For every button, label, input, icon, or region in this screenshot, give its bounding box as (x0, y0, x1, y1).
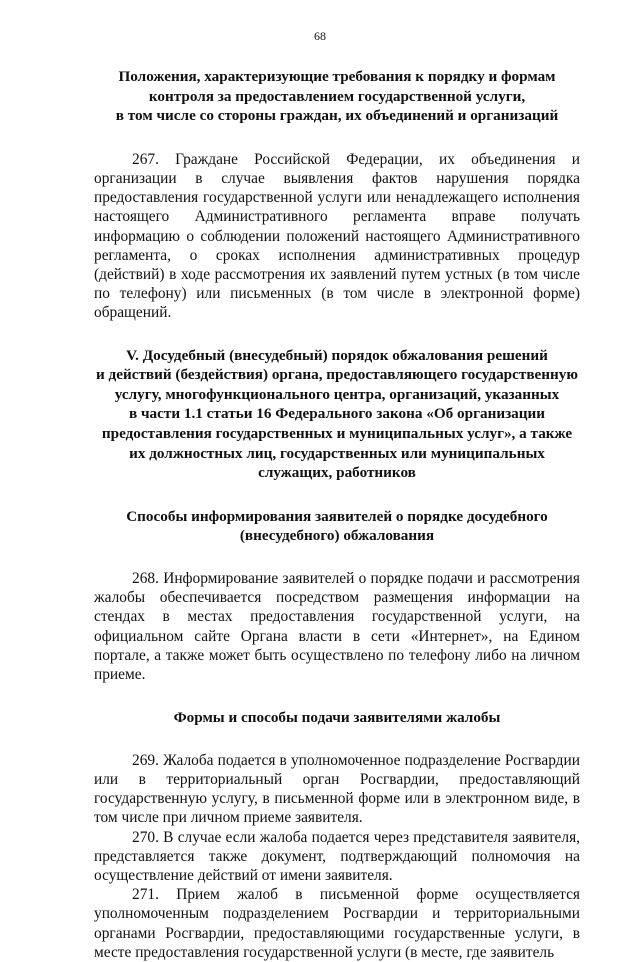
section-heading-complaint-forms (94, 708, 580, 728)
heading-line: Формы и способы подачи заявителями жалобы (173, 709, 501, 727)
page-number: 68 (314, 29, 326, 43)
heading-line: (внесудебного) обжалования (239, 527, 435, 545)
heading-line: услугу, многофункционального центра, организаций, указанных (114, 385, 560, 403)
paragraph-268: 268. Информирование заявителей о порядке подачи и рассмотрения жалобы обеспечивается посредством размещения информации на стендах в местах предоставления государственной услуги, на официальном сайте Органа власти в сети «Интернет», на Едином портале, а также может быть осуществлено по телефону либо на личном приеме. (94, 569, 580, 683)
heading-line: Положения, характеризующие требования к порядку и формам (118, 68, 556, 85)
section-heading-monitoring (94, 67, 580, 126)
heading-line: в том числе со стороны граждан, их объединений и организаций (115, 107, 559, 125)
heading-line: Способы информирования заявителей о порядке досудебного (126, 507, 548, 525)
section-heading-informing (94, 507, 580, 546)
chapter-heading-appeal (94, 346, 580, 483)
document-content (94, 60, 580, 962)
paragraph-269: 269. Жалоба подается в уполномоченное подразделение Росгвардии или в территориальный орган Росгвардии, предоставляющий государственную услугу, в письменной форме или в электронном виде, в том числе при личном приеме заявителя. (94, 751, 580, 827)
heading-line: предоставления государственных и муниципальных услуг», а также (101, 424, 573, 442)
heading-line: в части 1.1 статьи 16 Федерального закона «Об организации (128, 405, 546, 423)
heading-line: V. Досудебный (внесудебный) порядок обжалования решений (126, 346, 548, 364)
paragraph-270: 270. В случае если жалоба подается через представителя заявителя, представляется также документ, подтверждающий полномочия на осуществление действий от имени заявителя. (94, 828, 580, 884)
heading-line: их должностных лиц, государственных или муниципальных (129, 444, 545, 462)
paragraph-267: 267. Граждане Российской Федерации, их объединения и организации в случае выявления фактов нарушения порядка предоставления государственной услуги или ненадлежащего исполнения настоящего Административного регламента вправе получать информацию о соблюдении положений настоящего Административного регламента, о сроках исполнения административных процедур (действий) в ходе рассмотрения их заявлений путем устных (в том числе по телефону) или письменных (в том числе в электронной форме) обращений. (94, 150, 580, 322)
heading-line: служащих, работников (258, 464, 416, 482)
paragraph-271: 271. Прием жалоб в письменной форме осуществляется уполномоченным подразделением Росгвардии и территориальными органами Росгвардии, предоставляющими государственные услуги, в месте предоставления государственной услуги (в месте, где заявитель (94, 886, 580, 961)
heading-line: контроля за предоставлением государственной услуги, (148, 87, 526, 105)
heading-line: и действий (бездействия) органа, предоставляющего государственную (96, 366, 578, 384)
